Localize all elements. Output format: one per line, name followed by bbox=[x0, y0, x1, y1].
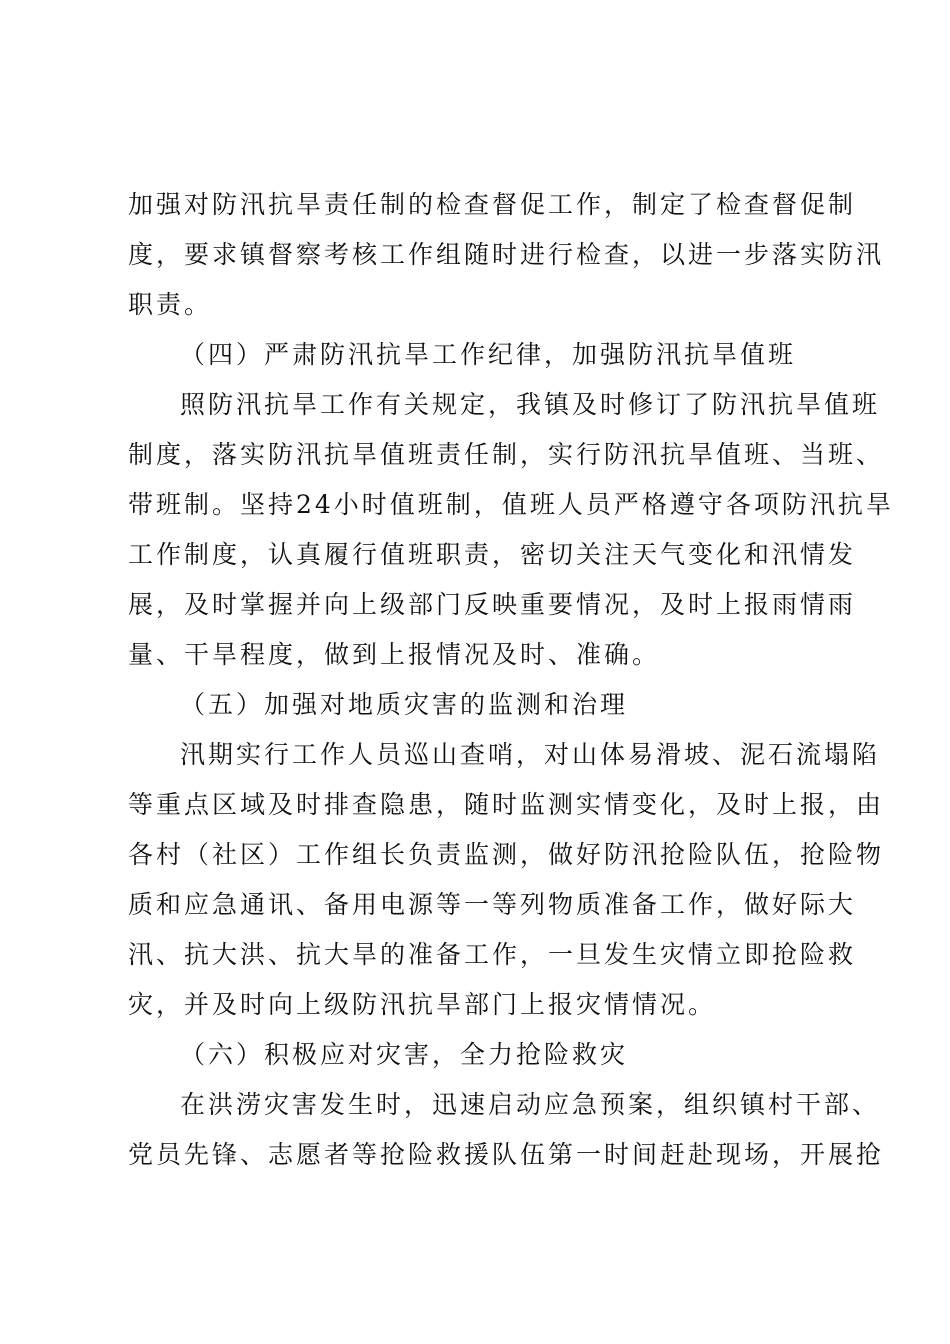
body-text-line: 度，要求镇督察考核工作组随时进行检查，以进一步落实防汛 bbox=[128, 240, 885, 269]
body-text-line: 照防汛抗旱工作有关规定，我镇及时修订了防汛抗旱值班 bbox=[180, 390, 881, 419]
body-text-line: 各村（社区）工作组长负责监测，做好防汛抢险队伍，抢险物 bbox=[128, 840, 885, 869]
section-heading-4: （四）严肃防汛抗旱工作纪律，加强防汛抗旱值班 bbox=[180, 340, 797, 369]
body-text-line: 加强对防汛抗旱责任制的检查督促工作，制定了检查督促制 bbox=[128, 190, 857, 219]
body-text-line: 制度，落实防汛抗旱值班责任制，实行防汛抗旱值班、当班、 bbox=[128, 440, 885, 469]
body-text-line: 展，及时掌握并向上级部门反映重要情况，及时上报雨情雨 bbox=[128, 590, 857, 619]
body-text-line: 灾，并及时向上级防汛抗旱部门上报灾情情况。 bbox=[128, 990, 717, 1019]
body-text-line: 在洪涝灾害发生时，迅速启动应急预案，组织镇村干部、 bbox=[180, 1090, 881, 1119]
body-text-line: 汛、抗大洪、抗大旱的准备工作，一旦发生灾情立即抢险救 bbox=[128, 940, 857, 969]
body-text-line: 汛期实行工作人员巡山查哨，对山体易滑坡、泥石流塌陷 bbox=[180, 740, 881, 769]
section-heading-5: （五）加强对地质灾害的监测和治理 bbox=[180, 690, 629, 719]
body-text-line: 工作制度，认真履行值班职责，密切关注天气变化和汛情发 bbox=[128, 540, 857, 569]
body-text-line: 职责。 bbox=[128, 290, 213, 319]
section-heading-6: （六）积极应对灾害，全力抢险救灾 bbox=[180, 1040, 629, 1069]
body-text-line: 等重点区域及时排查隐患，随时监测实情变化，及时上报，由 bbox=[128, 790, 885, 819]
body-text-line: 量、干旱程度，做到上报情况及时、准确。 bbox=[128, 640, 661, 669]
body-text-line: 质和应急通讯、备用电源等一等列物质准备工作，做好际大 bbox=[128, 890, 857, 919]
body-text-line: 带班制。坚持24小时值班制，值班人员严格遵守各项防汛抗旱 bbox=[128, 490, 894, 519]
body-text-line: 党员先锋、志愿者等抢险救援队伍第一时间赶赴现场，开展抢 bbox=[128, 1140, 885, 1169]
